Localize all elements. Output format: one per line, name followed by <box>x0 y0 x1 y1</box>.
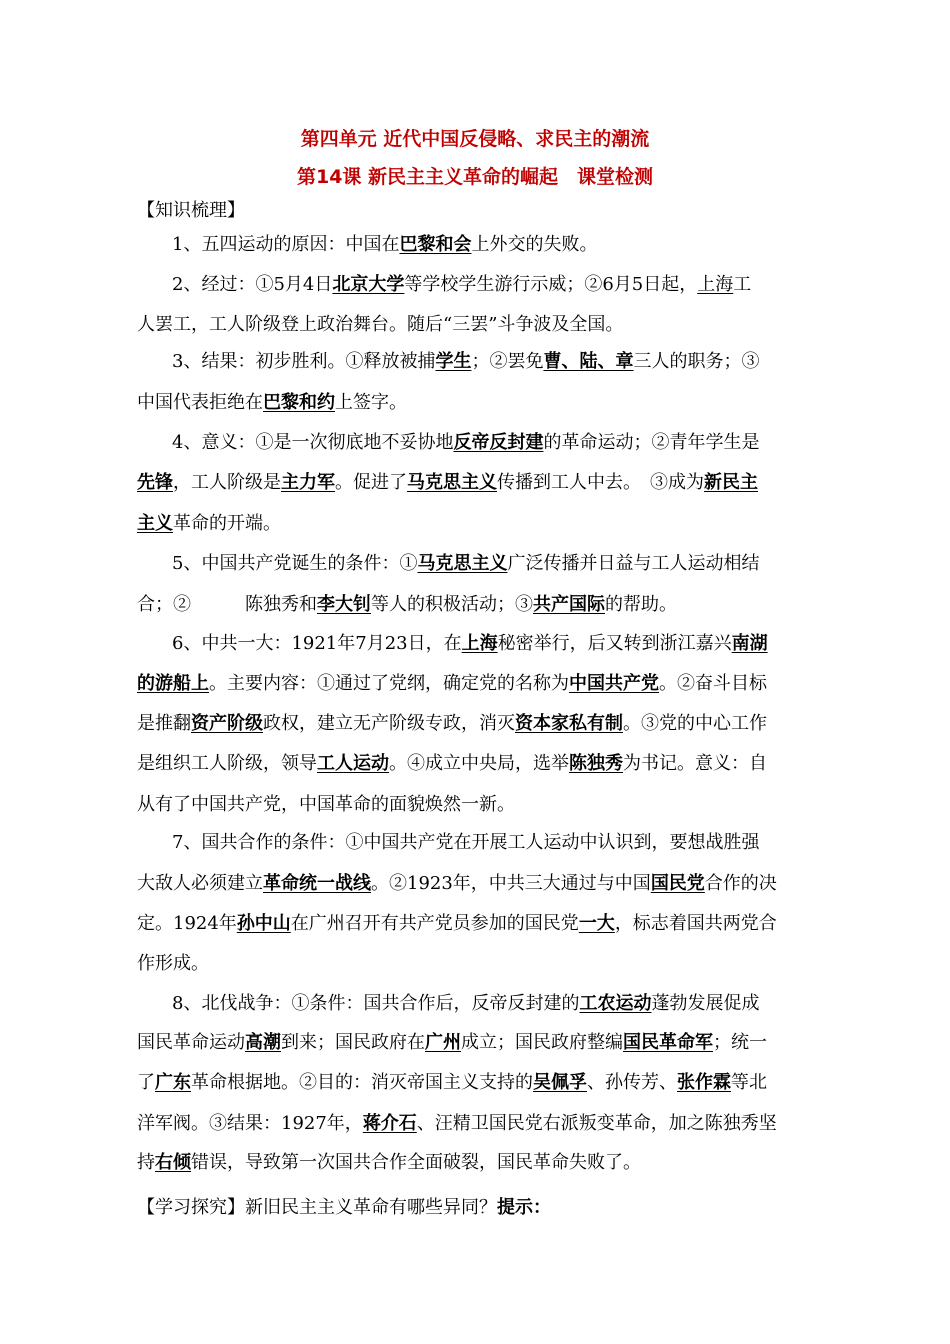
text-segment: 在广州召开有共产党员参加的国民党 <box>290 913 579 934</box>
text-segment: 、汪精卫国民党右派叛变革命，加之陈独秀坚 <box>416 1113 777 1134</box>
text-line <box>172 273 751 297</box>
text-segment: 、孙传芳、 <box>587 1072 677 1093</box>
text-segment: 了 <box>137 1072 155 1093</box>
text-segment: 是推翻 <box>137 713 191 734</box>
text-segment: 是组织工人阶级，领导 <box>137 753 317 774</box>
text-segment: 3、结果：初步胜利。①释放被捕 <box>172 351 436 372</box>
text-segment: 合作的决 <box>704 873 777 894</box>
answer-blank: 中国共产党 <box>569 673 659 694</box>
text-segment: ，工人阶级是 <box>173 472 281 493</box>
text-segment: 作形成。 <box>137 953 209 974</box>
text-segment: 5、中国共产党诞生的条件：① <box>172 553 418 574</box>
text-line <box>137 1151 641 1175</box>
text-segment: 。促进了 <box>335 472 407 493</box>
answer-blank: 上海 <box>461 633 498 654</box>
text-segment: 7、国共合作的条件：①中国共产党在开展工人运动中认识到，要想战胜强 <box>172 832 760 853</box>
answer-blank: 蒋介石 <box>362 1113 417 1134</box>
text-line <box>172 992 759 1016</box>
answer-blank: 广州 <box>425 1032 461 1053</box>
section-heading-explore: 【学习探究】 <box>137 1197 245 1218</box>
text-line <box>172 632 768 656</box>
text-line <box>137 391 407 415</box>
text-segment: 为书记。意义：自 <box>623 753 767 774</box>
text-segment: ；②罢免 <box>471 351 544 372</box>
answer-blank: 国民党 <box>650 873 705 894</box>
text-segment: 大敌人必须建立 <box>137 873 263 894</box>
text-segment: 。②奋斗目标 <box>659 673 767 694</box>
answer-blank: 工人运动 <box>317 753 389 774</box>
answer-blank: 曹、陆、章 <box>543 351 634 372</box>
text-segment: 秘密举行，后又转到浙江嘉兴 <box>497 633 732 654</box>
text-line <box>172 552 759 576</box>
text-line <box>137 672 767 696</box>
answer-blank: 共产国际 <box>533 594 605 615</box>
text-segment: 中国代表拒绝在 <box>137 392 263 413</box>
text-line <box>172 233 597 257</box>
answer-blank: 北京大学 <box>332 274 405 295</box>
explore-question: 新旧民主主义革命有哪些异同？ <box>245 1197 497 1218</box>
text-segment: 上海 <box>697 274 734 295</box>
text-segment: 国民革命运动 <box>137 1032 245 1053</box>
text-line <box>137 712 767 736</box>
text-segment: 持 <box>137 1152 155 1173</box>
answer-blank: 广东 <box>155 1072 191 1093</box>
text-line <box>137 471 758 495</box>
text-line <box>137 912 777 936</box>
explore-line <box>137 1196 551 1220</box>
text-segment: 8、北伐战争：①条件：国共合作后，反帝反封建的 <box>172 993 580 1014</box>
lesson-title: 第14课 新民主主义革命的崛起 课堂检测 <box>296 166 654 188</box>
text-segment: 广泛传播并日益与工人运动相结 <box>507 553 760 574</box>
text-segment: 革命的开端。 <box>173 513 281 534</box>
answer-blank: 反帝反封建 <box>453 432 544 453</box>
answer-blank: 高潮 <box>245 1032 281 1053</box>
text-segment: 的帮助。 <box>605 594 677 615</box>
text-segment: 合；② 陈独秀和 <box>137 594 317 615</box>
answer-blank: 资产阶级 <box>191 713 263 734</box>
text-segment: 成立；国民政府整编 <box>461 1032 623 1053</box>
text-segment: 等人的积极活动；③ <box>371 594 533 615</box>
answer-blank: 新民主 <box>704 472 758 493</box>
text-line <box>137 1071 767 1095</box>
text-line <box>172 350 759 374</box>
text-segment: 。主要内容：①通过了党纲，确定党的名称为 <box>209 673 569 694</box>
answer-blank: 的游船上 <box>137 673 209 694</box>
text-line <box>137 793 515 817</box>
text-line <box>137 872 777 896</box>
answer-blank: 先锋 <box>137 472 173 493</box>
answer-blank: 孙中山 <box>236 913 291 934</box>
answer-blank: 一大 <box>578 913 615 934</box>
answer-blank: 巴黎和约 <box>263 392 335 413</box>
text-segment: 。③党的中心工作 <box>623 713 767 734</box>
answer-blank: 南湖 <box>731 633 768 654</box>
text-segment: 2、经过：①5月4日 <box>172 274 333 295</box>
text-segment: 6、中共一大：1921年7月23日，在 <box>172 633 462 654</box>
text-segment: 工 <box>733 274 752 295</box>
answer-blank: 学生 <box>435 351 472 372</box>
answer-blank: 马克思主义 <box>417 553 508 574</box>
text-segment: 革命根据地。②目的：消灭帝国主义支持的 <box>191 1072 533 1093</box>
answer-blank: 右倾 <box>155 1152 191 1173</box>
answer-blank: 工农运动 <box>579 993 652 1014</box>
unit-title: 第四单元 近代中国反侵略、求民主的潮流 <box>300 128 650 150</box>
text-segment: 政权，建立无产阶级专政，消灭 <box>263 713 515 734</box>
text-segment: 。④成立中央局，选举 <box>389 753 569 774</box>
text-segment: 4、意义：①是一次彻底地不妥协地 <box>172 432 454 453</box>
text-line <box>172 431 759 455</box>
text-segment: 。②1923年，中共三大通过与中国 <box>371 873 651 894</box>
answer-blank: 陈独秀 <box>569 753 623 774</box>
text-segment: 等北 <box>731 1072 767 1093</box>
text-segment: ；统一 <box>713 1032 767 1053</box>
text-segment: 人罢工，工人阶级登上政治舞台。随后“三罢”斗争波及全国。 <box>137 314 624 335</box>
text-segment: 1、五四运动的原因：中国在 <box>172 234 400 255</box>
text-segment: 上外交的失败。 <box>471 234 598 255</box>
answer-blank: 巴黎和会 <box>399 234 472 255</box>
text-line <box>137 313 623 337</box>
text-segment: 蓬勃发展促成 <box>651 993 760 1014</box>
answer-blank: 张作霖 <box>677 1072 731 1093</box>
answer-blank: 吴佩孚 <box>533 1072 587 1093</box>
text-segment: 从有了中国共产党，中国革命的面貌焕然一新。 <box>137 794 515 815</box>
text-segment: 传播到工人中去。 ③成为 <box>497 472 704 493</box>
text-line <box>137 752 767 776</box>
text-line <box>137 512 281 536</box>
text-line <box>137 1112 777 1136</box>
text-segment: 定。1924年 <box>137 913 237 934</box>
text-segment: 到来；国民政府在 <box>281 1032 425 1053</box>
text-segment: 三人的职务；③ <box>633 351 760 372</box>
text-segment: 等学校学生游行示威；②6月5日起， <box>404 274 698 295</box>
answer-blank: 革命统一战线 <box>263 873 371 894</box>
answer-blank: 主义 <box>137 513 173 534</box>
explore-hint: 提示： <box>497 1197 551 1218</box>
text-segment: ，标志着国共两党合 <box>614 913 777 934</box>
text-line <box>137 593 677 617</box>
answer-blank: 马克思主义 <box>407 472 497 493</box>
answer-blank: 主力军 <box>281 472 335 493</box>
text-segment: 上签字。 <box>335 392 407 413</box>
text-line <box>172 831 759 855</box>
answer-blank: 李大钊 <box>317 594 371 615</box>
text-segment: 的革命运动；②青年学生是 <box>543 432 760 453</box>
text-segment: 错误，导致第一次国共合作全面破裂，国民革命失败了。 <box>191 1152 641 1173</box>
answer-blank: 国民革命军 <box>623 1032 713 1053</box>
text-line <box>137 1031 767 1055</box>
section-heading-knowledge: 【知识梳理】 <box>137 200 245 221</box>
text-line <box>137 952 209 976</box>
answer-blank: 资本家私有制 <box>515 713 623 734</box>
text-segment: 洋军阀。③结果：1927年， <box>137 1113 363 1134</box>
